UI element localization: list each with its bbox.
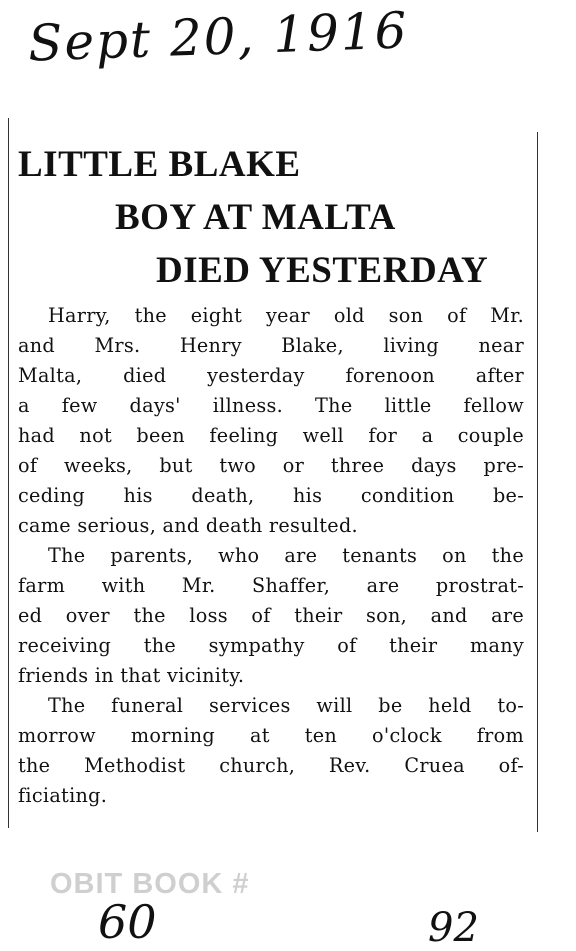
article-line: the Methodist church, Rev. Cruea of- [18,754,524,777]
headline-line-3: DIED YESTERDAY [156,250,489,291]
obit-book-stamp: OBIT BOOK # [50,868,250,900]
article-line: of weeks, but two or three days pre- [18,454,524,477]
handwritten-date: Sept 20, 1916 [27,1,410,73]
article-line [18,541,524,571]
headline [18,138,538,297]
article-line [18,691,524,721]
article-line [18,301,524,331]
clipping-left-edge [8,118,9,828]
article-line: Malta, died yesterday forenoon after [18,364,524,387]
article-line-text: Harry, the eight year old son of Mr. [48,304,524,327]
article-line: ceding his death, his condition be- [18,484,524,507]
article-line: ed over the loss of their son, and are [18,604,524,627]
article-line: friends in that vicinity. [18,664,245,687]
article-body [18,301,524,811]
headline-line-2: BOY AT MALTA [115,197,396,238]
newspaper-clipping [8,118,538,836]
article-line: morrow morning at ten o'clock from [18,724,524,747]
article-line: came serious, and death resulted. [18,514,358,537]
article-line: a few days' illness. The little fellow [18,394,524,417]
handwritten-page-number: 92 [428,905,479,951]
article-line-text: The funeral services will be held to- [48,694,524,717]
article-line: farm with Mr. Shaffer, are prostrat- [18,574,524,597]
article-line-text: The parents, who are tenants on the [48,544,524,567]
article-line: and Mrs. Henry Blake, living near [18,334,524,357]
headline-line-1: LITTLE BLAKE [18,144,301,185]
handwritten-book-number: 60 [98,895,157,949]
article-line: had not been feeling well for a couple [18,424,524,447]
article-line: receiving the sympathy of their many [18,634,524,657]
article-line: ficiating. [18,784,108,807]
